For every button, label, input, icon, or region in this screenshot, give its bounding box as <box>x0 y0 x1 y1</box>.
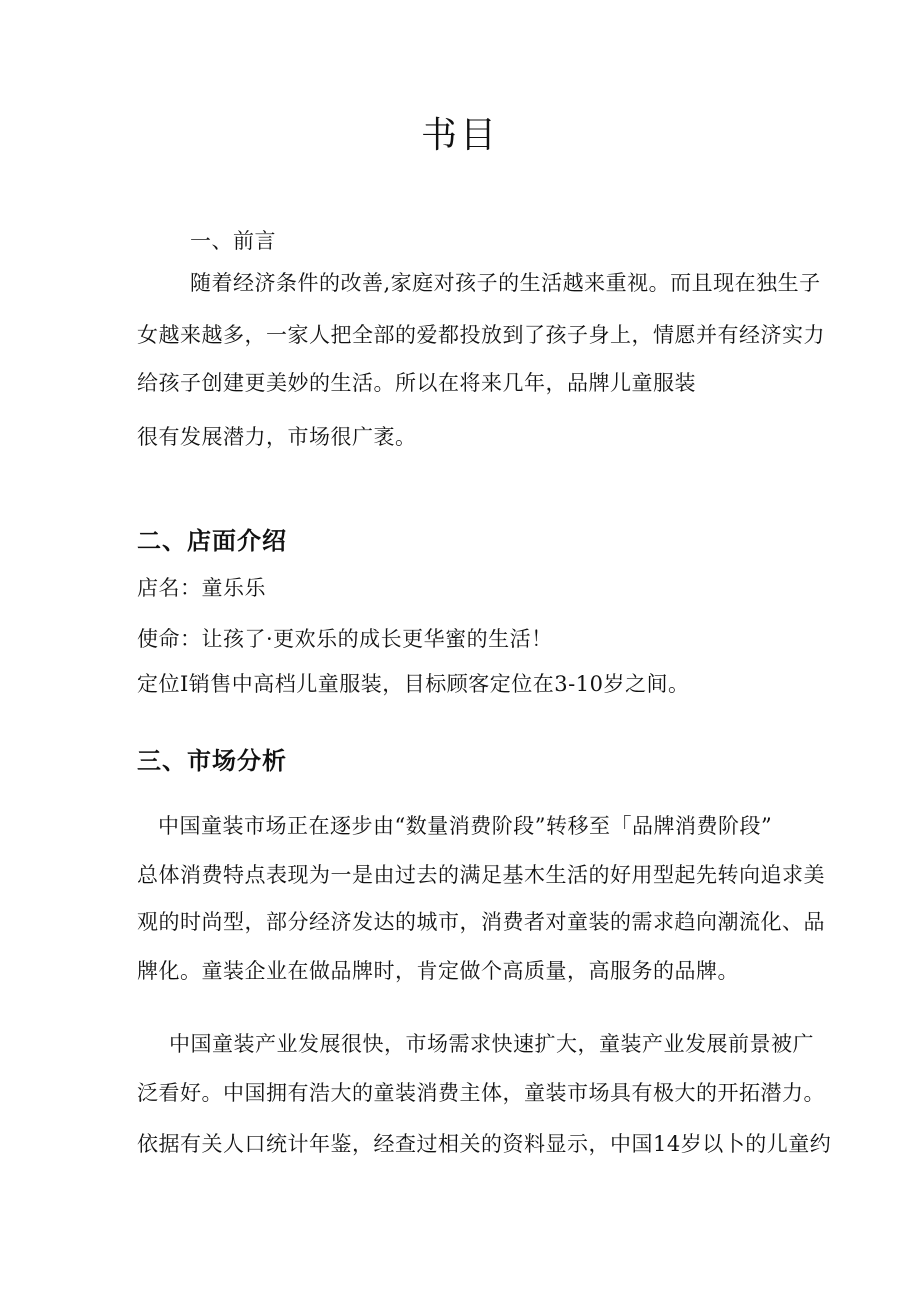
body-line: 很有发展潜力，市场很广袤。 <box>137 425 417 449</box>
body-line: 中国童装产业发展很快，市场需求快速扩大，童装产业发展前景被广 <box>169 1032 814 1056</box>
store-name-line: 店名：童乐乐 <box>137 576 266 600</box>
body-line: 中国童装市场正在逐步由“数量消费阶段”转移至「品牌消费阶段” <box>158 814 773 838</box>
document-title: 书目 <box>420 115 499 156</box>
section-heading-market-analysis: 三、市场分析 <box>137 747 287 775</box>
body-line: 观的时尚型，部分经济发达的城市，消费者对童装的需求趋向潮流化、品 <box>137 910 825 934</box>
body-line: 给孩子创建更美妙的生活。所以在将来几年，品牌儿童服装 <box>137 371 696 395</box>
section-heading-preface: 一、前言 <box>190 229 276 253</box>
section-heading-store-intro: 二、店面介绍 <box>137 527 287 555</box>
body-line: 泛看好。中国拥有浩大的童装消费主体，童装市场具有极大的开拓潜力。 <box>137 1081 825 1105</box>
body-line: 随着经济条件的改善,家庭对孩子的生活越来重视。而且现在独生子 <box>190 271 821 295</box>
positioning-line: 定位I销售中高档儿童服装，目标顾客定位在3-10岁之间。 <box>137 672 690 696</box>
body-line: 依据有关人口统计年鉴，经查过相关的资料显示，中国14岁以卜的儿童约 <box>137 1132 832 1156</box>
body-line: 女越来越多，一家人把全部的爱都投放到了孩子身上，情愿并有经济实力 <box>137 323 825 347</box>
mission-line: 使命：让孩了·更欢乐的成长更华蜜的生活！ <box>137 627 553 651</box>
body-line: 牌化。童装企业在做品牌时，肯定做个高质量，高服务的品牌。 <box>137 959 739 983</box>
body-line: 总体消费特点表现为一是由过去的满足基木生活的好用型起先转向追求美 <box>137 863 825 887</box>
